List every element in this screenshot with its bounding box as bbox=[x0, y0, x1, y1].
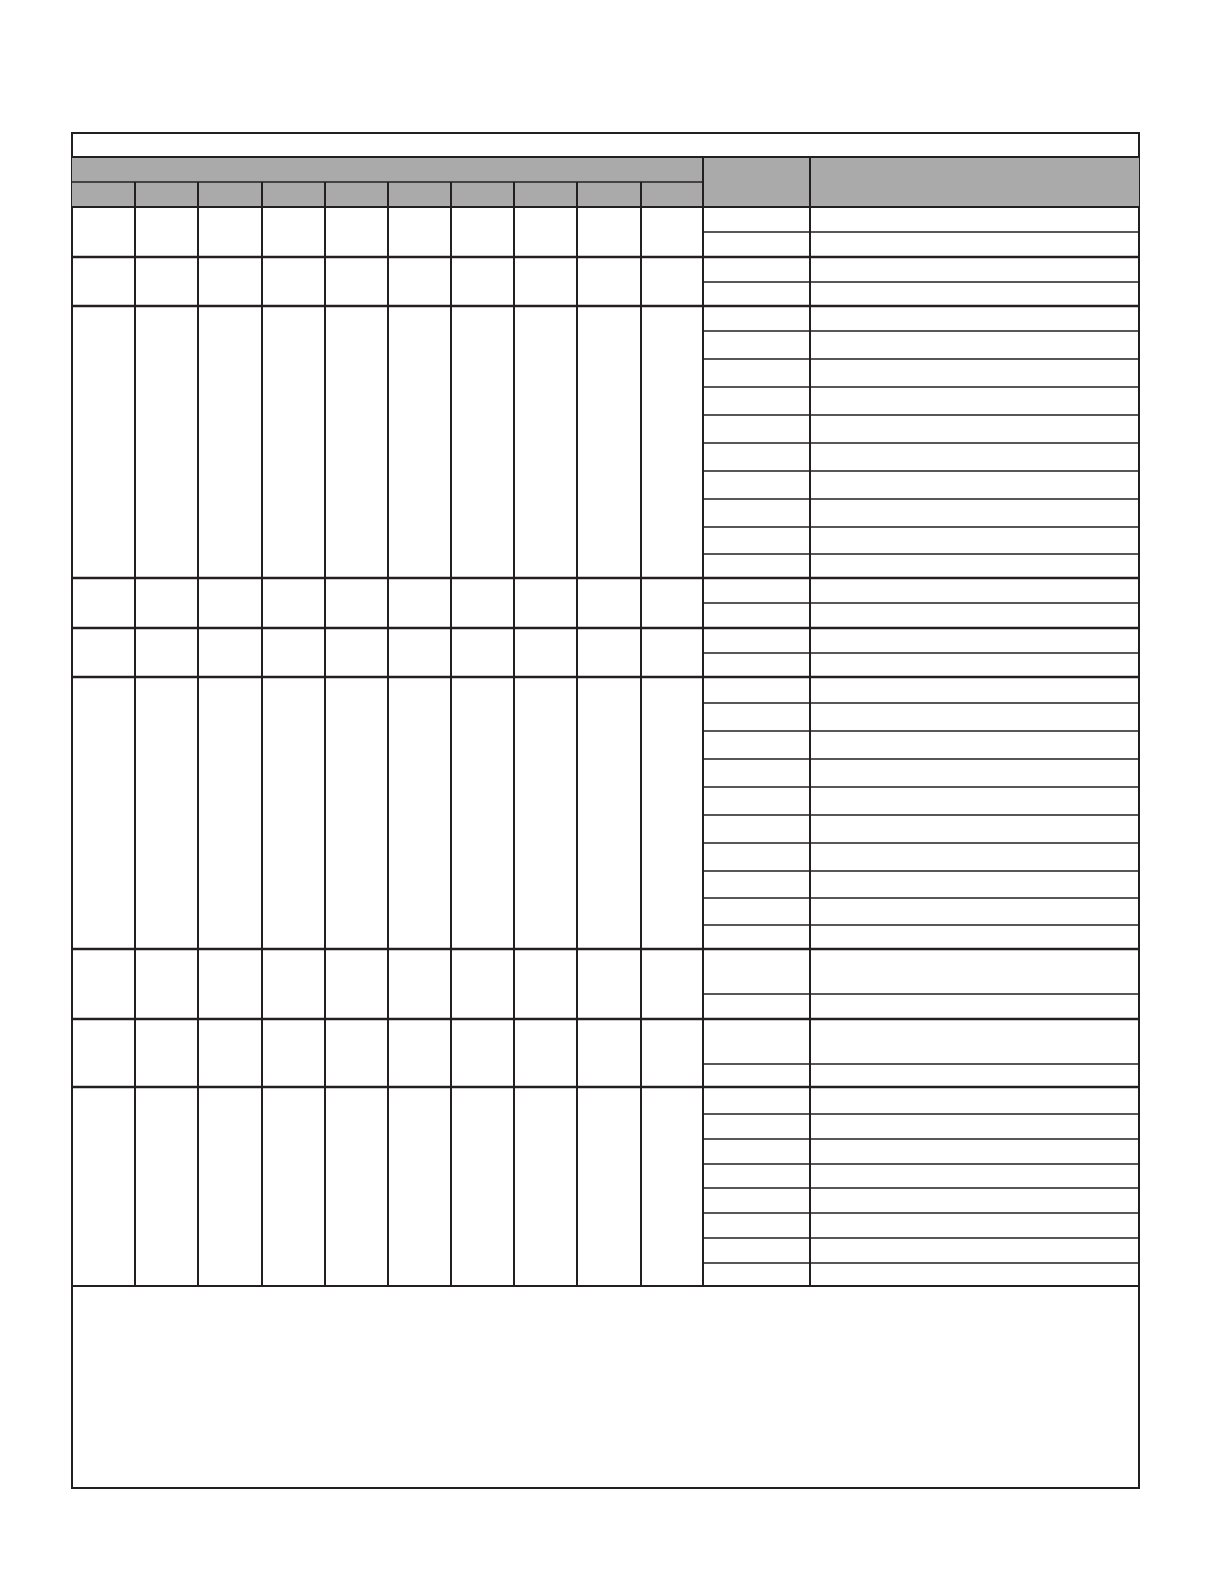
rule-layer bbox=[72, 157, 1139, 1286]
